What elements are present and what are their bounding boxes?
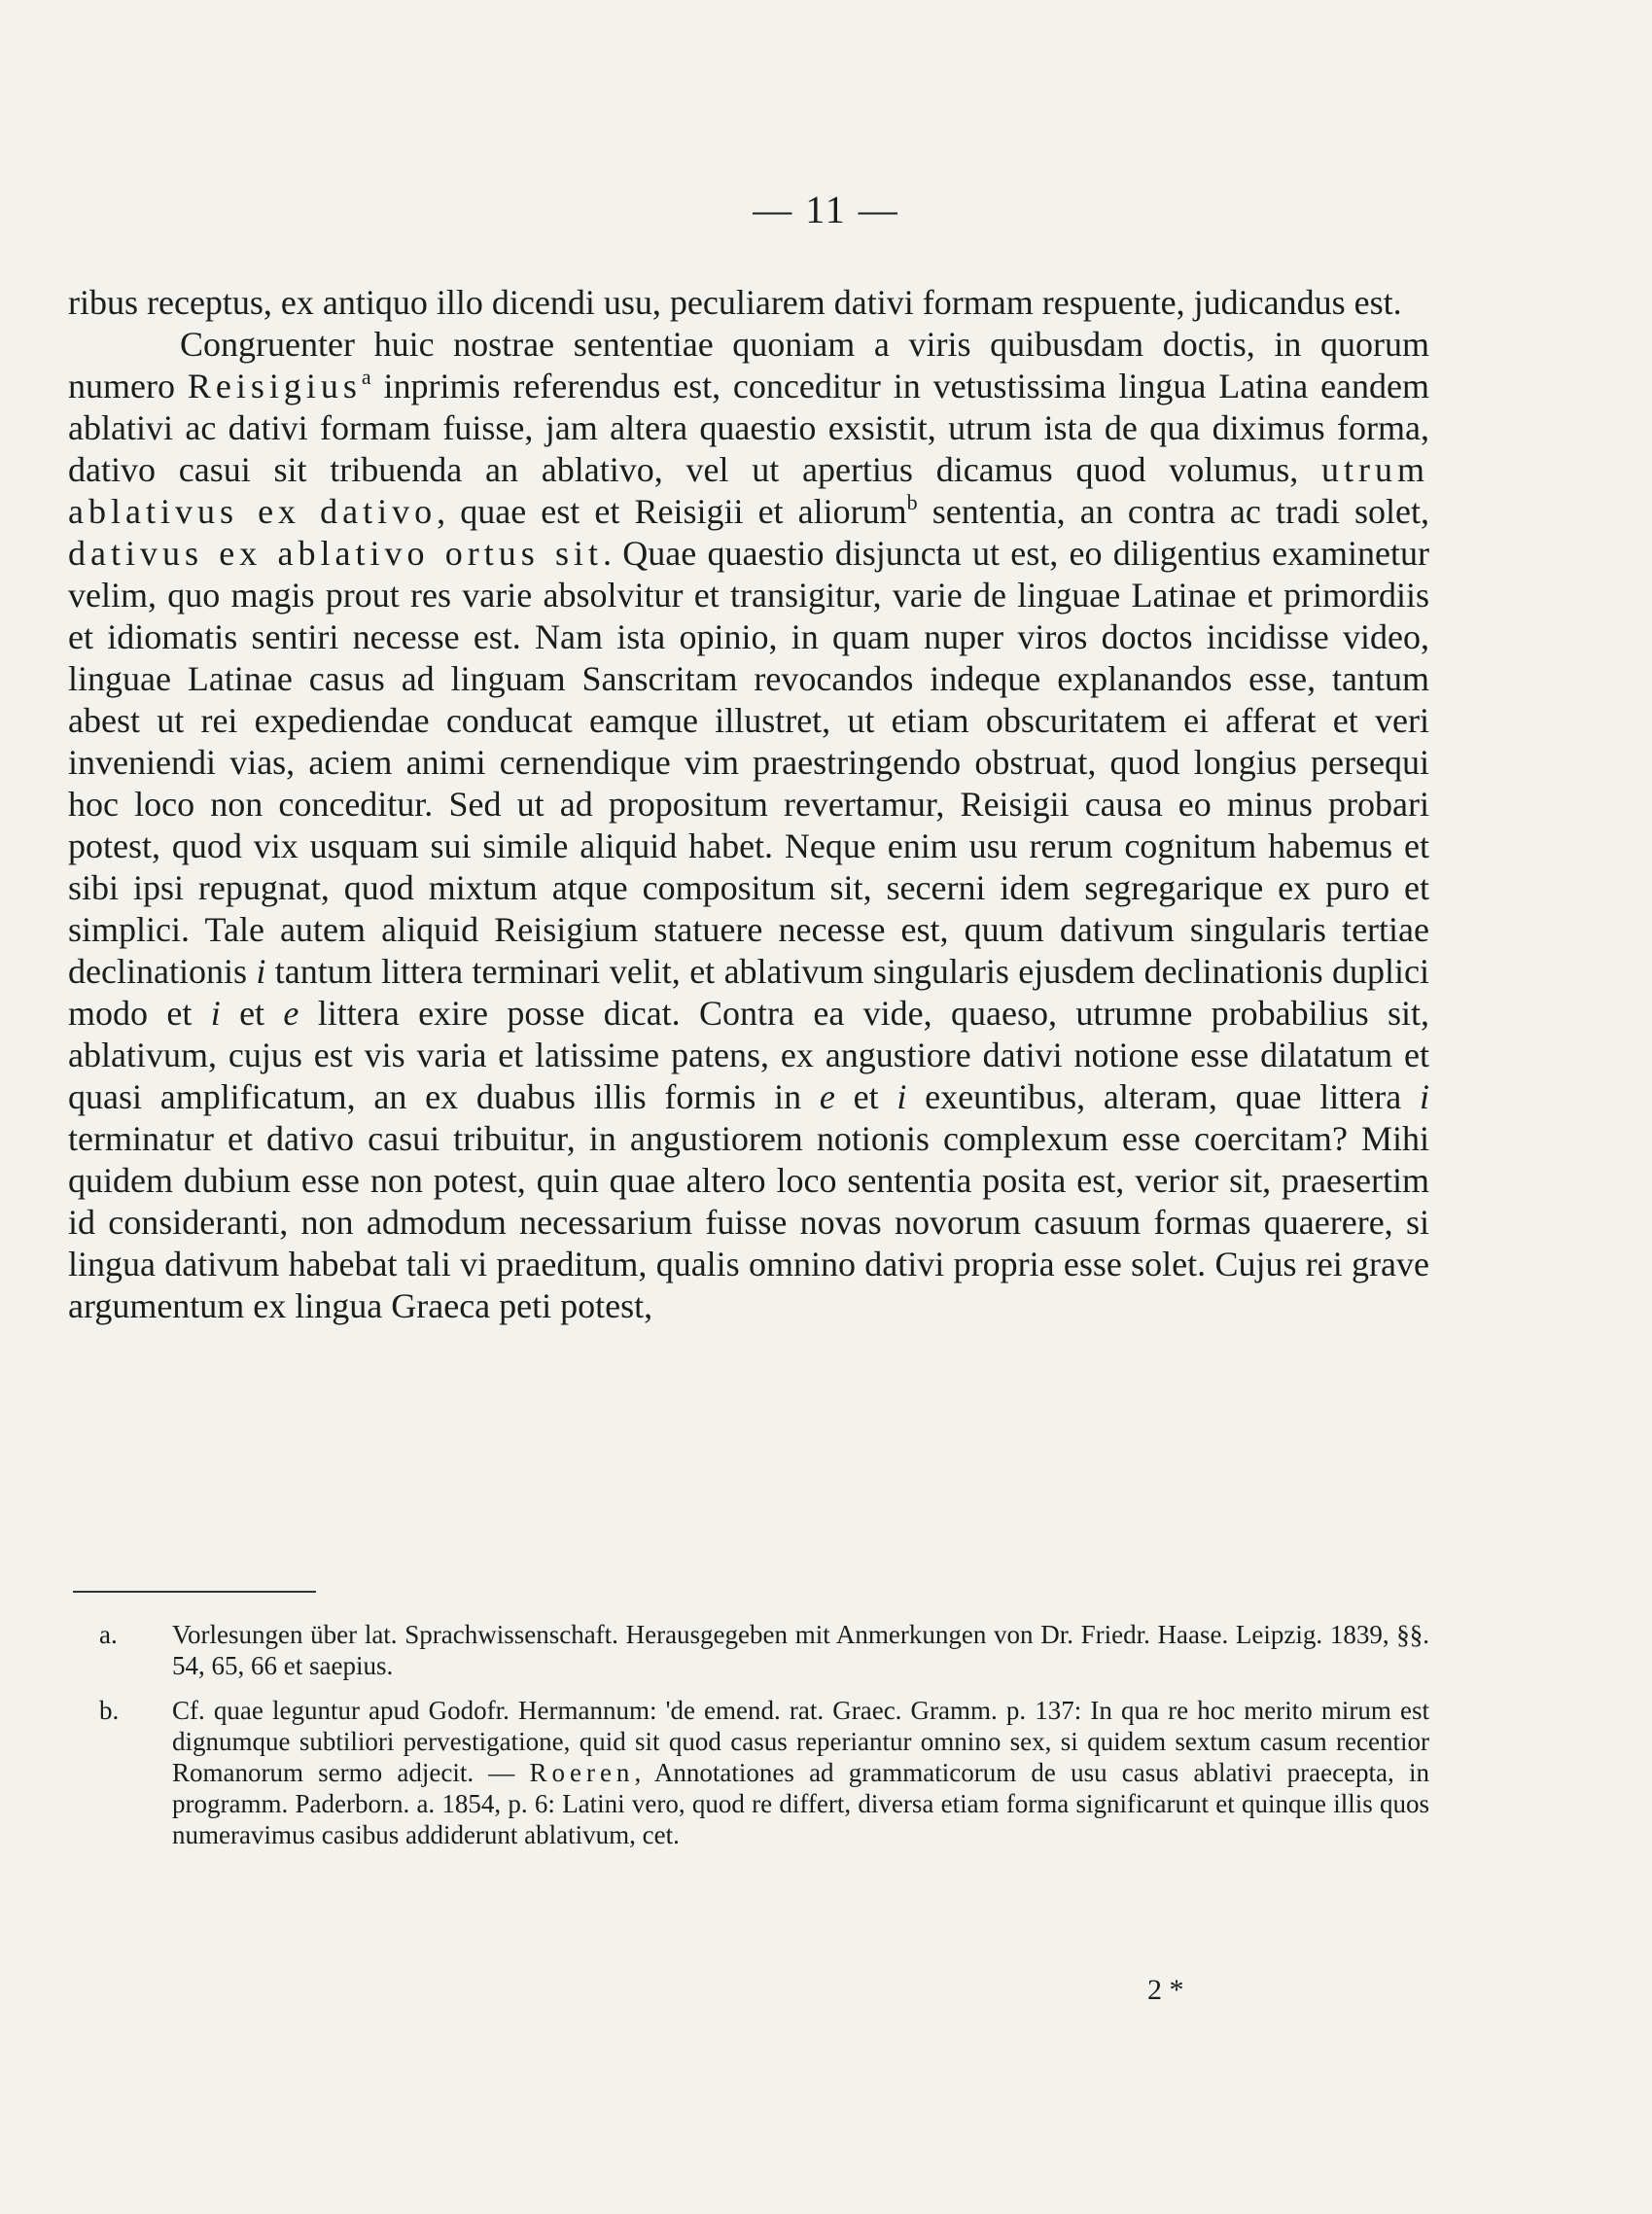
letter-italic: i [256,952,266,991]
main-text [68,282,1429,1327]
footnote-a [68,1619,1429,1681]
text-run: et [834,1077,897,1116]
paragraph-1: ribus receptus, ex antiquo illo dicendi usu, peculiarem dativi formam respuente, judicandus est. [68,283,1402,322]
text-run: , Annotationes ad grammaticorum de usu casus ablativi praecepta, in programm. Paderborn. a. 1854, p. 6: Latini vero, quod re differt, diversa etiam forma significarunt et quinque illis quos numeravimus casibus addiderunt ablativum, cet. [172,1758,1429,1849]
text-run: Cf. quae leguntur apud Godofr. Hermannum: 'de emend. rat. Graec. Gramm. p. 137: In qua re hoc merito mirum est dignumque subtiliori pervestigatione, quid sit quod casus reperiantur omnino sex, si quidem sextum casum recentior Romanorum sermo adjecit. — [172,1696,1429,1787]
letter-italic: e [283,994,299,1033]
emphasis-phrase: utrum ablativus ex dativo [68,450,1429,531]
text-run: et [220,994,284,1033]
text-run: sententia, an contra ac tradi solet, [917,492,1430,531]
printer-signature: 2 * [1147,1974,1184,2006]
text-run: inprimis referendus est, conceditur in vetustissima lingua Latina eandem ablativi ac dativi formam fuisse, jam altera quaestio exsistit, utrum ista de qua diximus forma, dativo casui sit tribuenda an ablativo, vel ut apertius dicamus quod volumus, [68,367,1430,489]
footnote-ref-b: b [906,490,918,514]
footnote-text: Vorlesungen über lat. Sprachwissenschaft. Herausgegeben mit Anmerkungen von Dr. Friedr. Haase. Leipzig. 1839, §§. 54, 65, 66 et saepius. [172,1620,1429,1680]
footnote-label: a. [99,1620,118,1649]
footnote-b [68,1695,1429,1850]
author-name: Reisigius [187,367,362,405]
emphasis-phrase: dativus ex ablativo ortus sit [68,534,604,573]
footnote-divider [73,1591,316,1593]
text-run: terminatur et dativo casui tribuitur, in angustiorem notionis complexum esse coercitam? Mihi quidem dubium esse non potest, quin quae altero loco sententia posita est, verior sit, praesertim id consideranti, non admodum necessarium fuisse novas novorum casuum formas quaerere, si lingua dativum habebat tali vi praeditum, qualis omnino dativi propria esse solet. Cujus rei grave argumentum ex lingua Graeca peti potest, [68,1119,1429,1325]
text-run: tantum littera terminari velit, et ablativum singularis ejusdem declinationis duplici modo et [68,952,1429,1033]
footnote-ref-a: a [361,365,371,389]
text-run: exeuntibus, alteram, quae littera [906,1077,1420,1116]
text-run: Congruenter huic nostrae sententiae quoniam a viris quibusdam doctis, in quorum numero [68,325,1429,405]
letter-italic: i [896,1077,907,1116]
letter-italic: e [819,1077,835,1116]
letter-italic: i [1419,1077,1429,1116]
footnote-label: b. [99,1696,120,1725]
text-run: littera exire posse dicat. Contra ea vide, quaeso, utrumne probabilius sit, ablativum, cujus est vis varia et latissime patens, ex angustiore dativi notione esse dilatatum et quasi amplificatum, an ex duabus illis formis in [68,994,1430,1116]
text-run: , quae est et Reisigii et aliorum [437,492,907,531]
footnote-text [143,1695,1429,1850]
footnotes [68,1619,1429,1864]
paragraph-2 [68,324,1429,1327]
author-name: Roeren [529,1758,635,1787]
page-number: — 11 — [753,188,899,231]
text-run: . Quae quaestio disjuncta ut est, eo diligentius examinetur velim, quo magis prout res varie absolvitur et transigitur, varie de linguae Latinae et primordiis et idiomatis sentiri necesse est. Nam ista opinio, in quam nuper viros doctos incidisse video, linguae Latinae casus ad linguam Sanscritam revocandos indeque explanandos esse, tantum abest ut rei expediendae conducat eamque illustret, ut etiam obscuritatem ei afferat et veri inveniendi vias, aciem animi cernendique vim praestringendo obstruat, quod longius persequi hoc loco non conceditur. Sed ut ad propositum revertamur, Reisigii causa eo minus probari potest, quod vix usquam sui simile aliquid habet. Neque enim usu rerum cognitum habemus et sibi ipsi repugnat, quod mixtum atque compositum sit, secerni idem segregarique ex puro et simplici. Tale autem aliquid Reisigium statuere necesse est, quum dativum singularis tertiae declinationis [68,534,1429,991]
letter-italic: i [210,994,221,1033]
